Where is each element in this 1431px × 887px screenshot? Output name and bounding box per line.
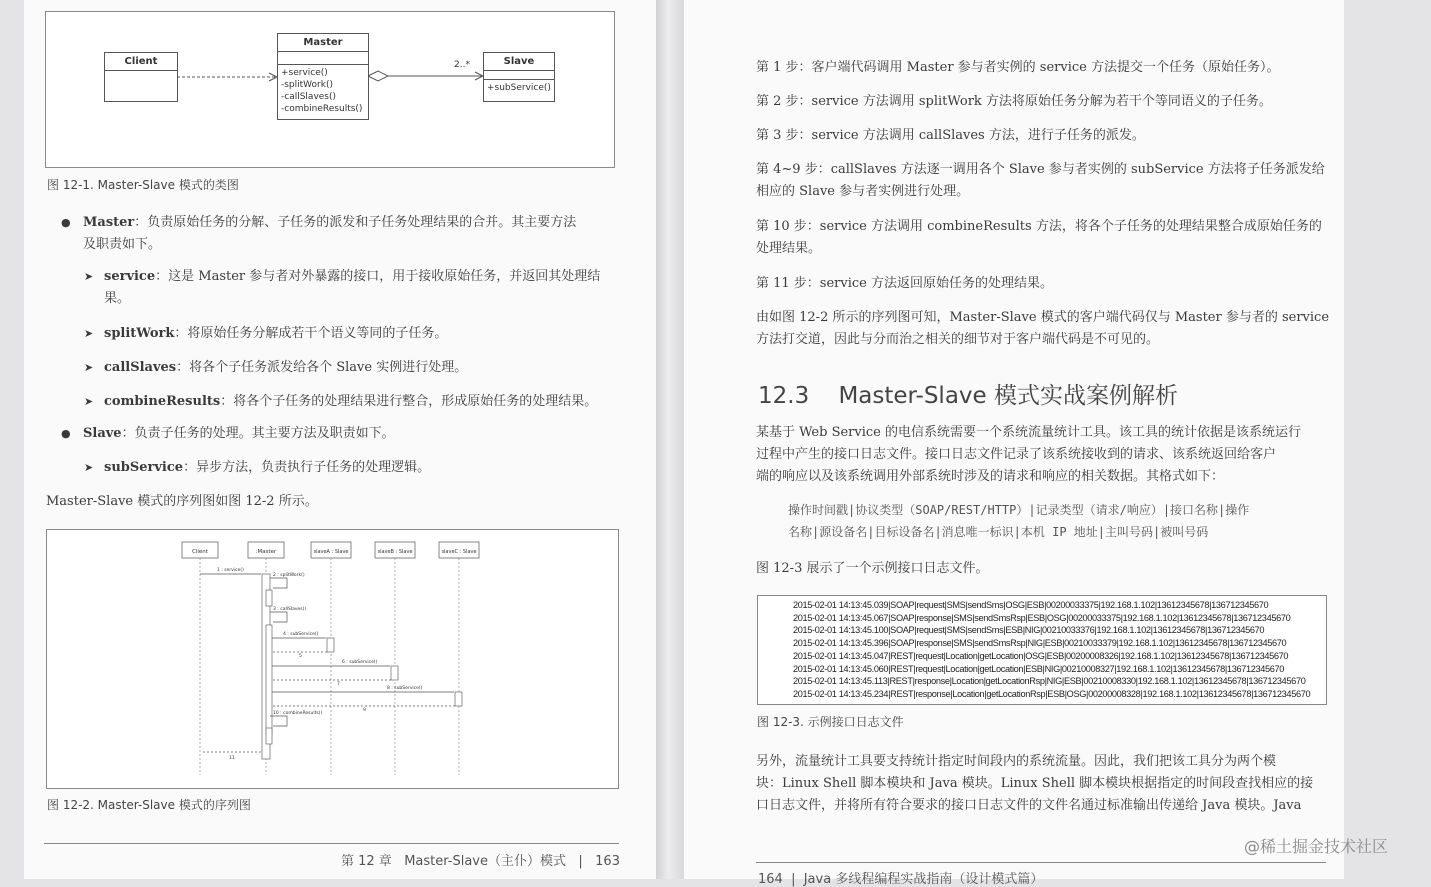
page-footer: 164 | Java 多线程编程实战指南（设计模式篇） bbox=[758, 872, 1044, 887]
master-term: Master bbox=[83, 215, 135, 230]
summary-paragraph bbox=[756, 307, 1329, 351]
master-class-name: Master bbox=[278, 34, 368, 52]
master-desc: ：负责原始任务的分解、子任务的派发和子任务处理结果的合并。其主要方法 bbox=[134, 215, 577, 230]
step-4-9 bbox=[756, 159, 1325, 203]
log-format-line: 操作时间戳|协议类型（SOAP/REST/HTTP）|记录类型（请求/响应）|接口名称|操作 bbox=[788, 503, 1250, 517]
message-label: 7 bbox=[337, 682, 340, 687]
case-intro-line: 端的响应以及该系统调用外部系统时涉及的请求和响应的相关数据。其格式如下： bbox=[756, 469, 1225, 484]
log-file-sample bbox=[757, 595, 1327, 705]
arrow-icon: ➤ bbox=[84, 270, 94, 283]
message-label: 6 : subService() bbox=[342, 660, 378, 665]
sequence-intro: Master-Slave 模式的序列图如图 12-2 所示。 bbox=[46, 494, 318, 509]
message-label: 3 : callSlaves() bbox=[273, 607, 307, 612]
page-footer: 第 12 章 Master-Slave（主仆）模式 | 163 bbox=[341, 854, 620, 869]
step-10-line2: 处理结果。 bbox=[756, 241, 822, 256]
message-label: 5 bbox=[299, 654, 302, 659]
arrow-icon: ➤ bbox=[84, 461, 94, 474]
case-intro bbox=[756, 422, 1301, 488]
service-term: service bbox=[104, 269, 156, 284]
footer-rule bbox=[44, 843, 619, 844]
watermark: @稀土掘金技术社区 bbox=[1244, 837, 1389, 856]
log-line: 2015-02-01 14:13:45.234|REST|response|Location|getLocationRsp|ESB|OSG|00200008328|192.168.1.102|13612345678|136712345670 bbox=[793, 688, 1311, 699]
footer-rule bbox=[756, 862, 1326, 863]
class-diagram bbox=[45, 11, 615, 168]
message-label: 4 : subService() bbox=[283, 632, 319, 637]
log-line: 2015-02-01 14:13:45.047|REST|request|Location|getLocation|OSG|ESB|00200008326|192.168.1.102|13612345678|136712345670 bbox=[793, 650, 1289, 661]
step-4-9-line1: 第 4~9 步：callSlaves 方法逐一调用各个 Slave 参与者实例的 subService 方法将子任务派发给 bbox=[756, 162, 1325, 177]
combineresults-desc: ：将各个子任务的处理结果进行整合，形成原始任务的处理结果。 bbox=[220, 394, 598, 409]
message-label: 10 : combineResults() bbox=[273, 711, 323, 716]
master-class bbox=[277, 33, 369, 120]
message-label: 8 : subService() bbox=[387, 686, 423, 691]
slave-class-name: Slave bbox=[484, 53, 554, 71]
slave-term: Slave bbox=[83, 426, 122, 441]
callslaves-desc: ：将各个子任务派发给各个 Slave 实例进行处理。 bbox=[176, 360, 468, 375]
book-gutter bbox=[656, 0, 684, 879]
slave-desc: ：负责子任务的处理。其主要方法及职责如下。 bbox=[121, 426, 395, 441]
arrow-icon: ➤ bbox=[84, 395, 94, 408]
subservice-desc: ：异步方法，负责执行子任务的处理逻辑。 bbox=[183, 460, 431, 475]
closing-line: 块：Linux Shell 脚本模块和 Java 模块。Linux Shell 脚本模块根据指定的时间段查找相应的接 bbox=[756, 776, 1314, 791]
master-op: -combineResults() bbox=[281, 104, 363, 114]
service-desc-cont: 果。 bbox=[104, 291, 131, 306]
log-format bbox=[788, 499, 1249, 543]
slave-class bbox=[483, 52, 555, 102]
lifeline-label: :Master bbox=[255, 549, 277, 555]
combineresults-term: combineResults bbox=[104, 394, 221, 409]
case-intro-line: 过程中产生的接口日志文件。接口日志文件记录了该系统接收到的请求、该系统返回给客户 bbox=[756, 447, 1277, 462]
step-3: 第 3 步：service 方法调用 callSlaves 方法，进行子任务的派发。 bbox=[756, 128, 1145, 143]
step-11: 第 11 步：service 方法返回原始任务的处理结果。 bbox=[756, 276, 1053, 291]
figure-12-2-caption: 图 12-2. Master-Slave 模式的序列图 bbox=[47, 798, 251, 812]
splitwork-item bbox=[84, 323, 624, 345]
callslaves-item bbox=[84, 357, 624, 379]
log-line: 2015-02-01 14:13:45.039|SOAP|request|SMS|sendSms|OSG|ESB|00200033375|192.168.1.102|13612345678|136712345670 bbox=[793, 600, 1269, 610]
message-label: 2 : splitWork() bbox=[273, 573, 305, 578]
multiplicity-label: 2..* bbox=[454, 60, 470, 70]
sequence-diagram bbox=[46, 529, 619, 789]
message-label: 11 bbox=[229, 756, 235, 761]
master-bullet bbox=[61, 212, 621, 256]
step-10-line1: 第 10 步：service 方法调用 combineResults 方法，将各个子任务的处理结果整合成原始任务的 bbox=[756, 219, 1322, 234]
master-op: -callSlaves() bbox=[281, 92, 337, 102]
summary-line: 方法打交道，因此与分而治之相关的细节对于客户端代码是不可见的。 bbox=[756, 332, 1160, 347]
right-page bbox=[684, 0, 1344, 887]
arrow-icon: ➤ bbox=[84, 361, 94, 374]
subservice-term: subService bbox=[104, 460, 184, 475]
log-line: 2015-02-01 14:13:45.396|SOAP|response|SMS|sendSmsRsp|NIG|ESB|00210033379|192.168.1.102|13612345678|136712345670 bbox=[793, 638, 1287, 649]
step-2: 第 2 步：service 方法调用 splitWork 方法将原始任务分解为若干个等同语义的子任务。 bbox=[756, 94, 1272, 109]
sequence-diagram-canvas bbox=[47, 530, 618, 788]
figure-12-1-caption: 图 12-1. Master-Slave 模式的类图 bbox=[47, 178, 239, 192]
case-intro-line: 某基于 Web Service 的电信系统需要一个系统流量统计工具。该工具的统计依据是该系统运行 bbox=[756, 425, 1302, 440]
left-page bbox=[24, 0, 656, 879]
master-op: -splitWork() bbox=[281, 80, 333, 90]
master-desc-cont: 及职责如下。 bbox=[83, 237, 162, 252]
service-item bbox=[84, 266, 624, 310]
log-line: 2015-02-01 14:13:45.060|REST|request|Location|getLocation|ESB|NIG|00210008327|192.168.1.102|13612345678|136712345670 bbox=[793, 663, 1285, 674]
client-class bbox=[104, 52, 178, 102]
slave-op: +subService() bbox=[487, 83, 551, 93]
lifeline-label: slaveA : Slave bbox=[313, 549, 349, 555]
lifeline-label: slaveC : Slave bbox=[441, 549, 477, 555]
splitwork-desc: ：将原始任务分解成若干个语义等同的子任务。 bbox=[174, 326, 448, 341]
combineresults-item bbox=[84, 391, 624, 413]
splitwork-term: splitWork bbox=[104, 326, 175, 341]
subservice-item bbox=[84, 457, 624, 479]
client-class-name: Client bbox=[105, 53, 177, 71]
message-label: 9 bbox=[363, 708, 366, 713]
log-line: 2015-02-01 14:13:45.067|SOAP|response|SMS|sendSmsRsp|ESB|OSG|00200033375|192.168.1.102|13612345678|136712345670 bbox=[793, 612, 1291, 623]
section-heading: 12.3 Master-Slave 模式实战案例解析 bbox=[758, 383, 1178, 409]
closing-line: 口日志文件，并将所有符合要求的接口日志文件的文件名通过标准输出传递给 Java 模块。Java bbox=[756, 798, 1302, 813]
lifeline-label: slaveB : Slave bbox=[377, 549, 413, 555]
bullet-dot: ● bbox=[61, 427, 71, 440]
message-label: 1 : service() bbox=[217, 568, 244, 573]
log-line: 2015-02-01 14:13:45.100|SOAP|request|SMS|sendSms|ESB|NIG|00210033376|192.168.1.102|13612345678|136712345670 bbox=[793, 625, 1265, 636]
log-line: 2015-02-01 14:13:45.113|REST|response|Location|getLocationRsp|NIG|ESB|00210008330|192.168.1.102|13612345678|136712345670 bbox=[793, 676, 1306, 687]
example-intro: 图 12-3 展示了一个示例接口日志文件。 bbox=[756, 561, 989, 576]
bullet-dot: ● bbox=[61, 216, 71, 229]
step-4-9-line2: 相应的 Slave 参与者实例进行处理。 bbox=[756, 184, 970, 199]
slave-bullet bbox=[61, 423, 621, 445]
closing-line: 另外，流量统计工具要支持统计指定时间段内的系统流量。因此，我们把该工具分为两个模 bbox=[756, 754, 1277, 769]
callslaves-term: callSlaves bbox=[104, 360, 177, 375]
closing-paragraph bbox=[756, 751, 1313, 817]
lifeline-label: Client bbox=[192, 549, 208, 555]
figure-12-3-caption: 图 12-3. 示例接口日志文件 bbox=[757, 715, 904, 729]
master-op: +service() bbox=[281, 68, 328, 78]
step-10 bbox=[756, 216, 1322, 260]
log-format-line: 名称|源设备名|目标设备名|消息唯一标识|本机 IP 地址|主叫号码|被叫号码 bbox=[788, 525, 1209, 539]
service-desc: ：这是 Master 参与者对外暴露的接口，用于接收原始任务，并返回其处理结 bbox=[155, 269, 601, 284]
summary-line: 由如图 12-2 所示的序列图可知，Master-Slave 模式的客户端代码仅与 Master 参与者的 service bbox=[756, 310, 1330, 325]
arrow-icon: ➤ bbox=[84, 327, 94, 340]
step-1: 第 1 步：客户端代码调用 Master 参与者实例的 service 方法提交一个任务（原始任务）。 bbox=[756, 60, 1280, 75]
